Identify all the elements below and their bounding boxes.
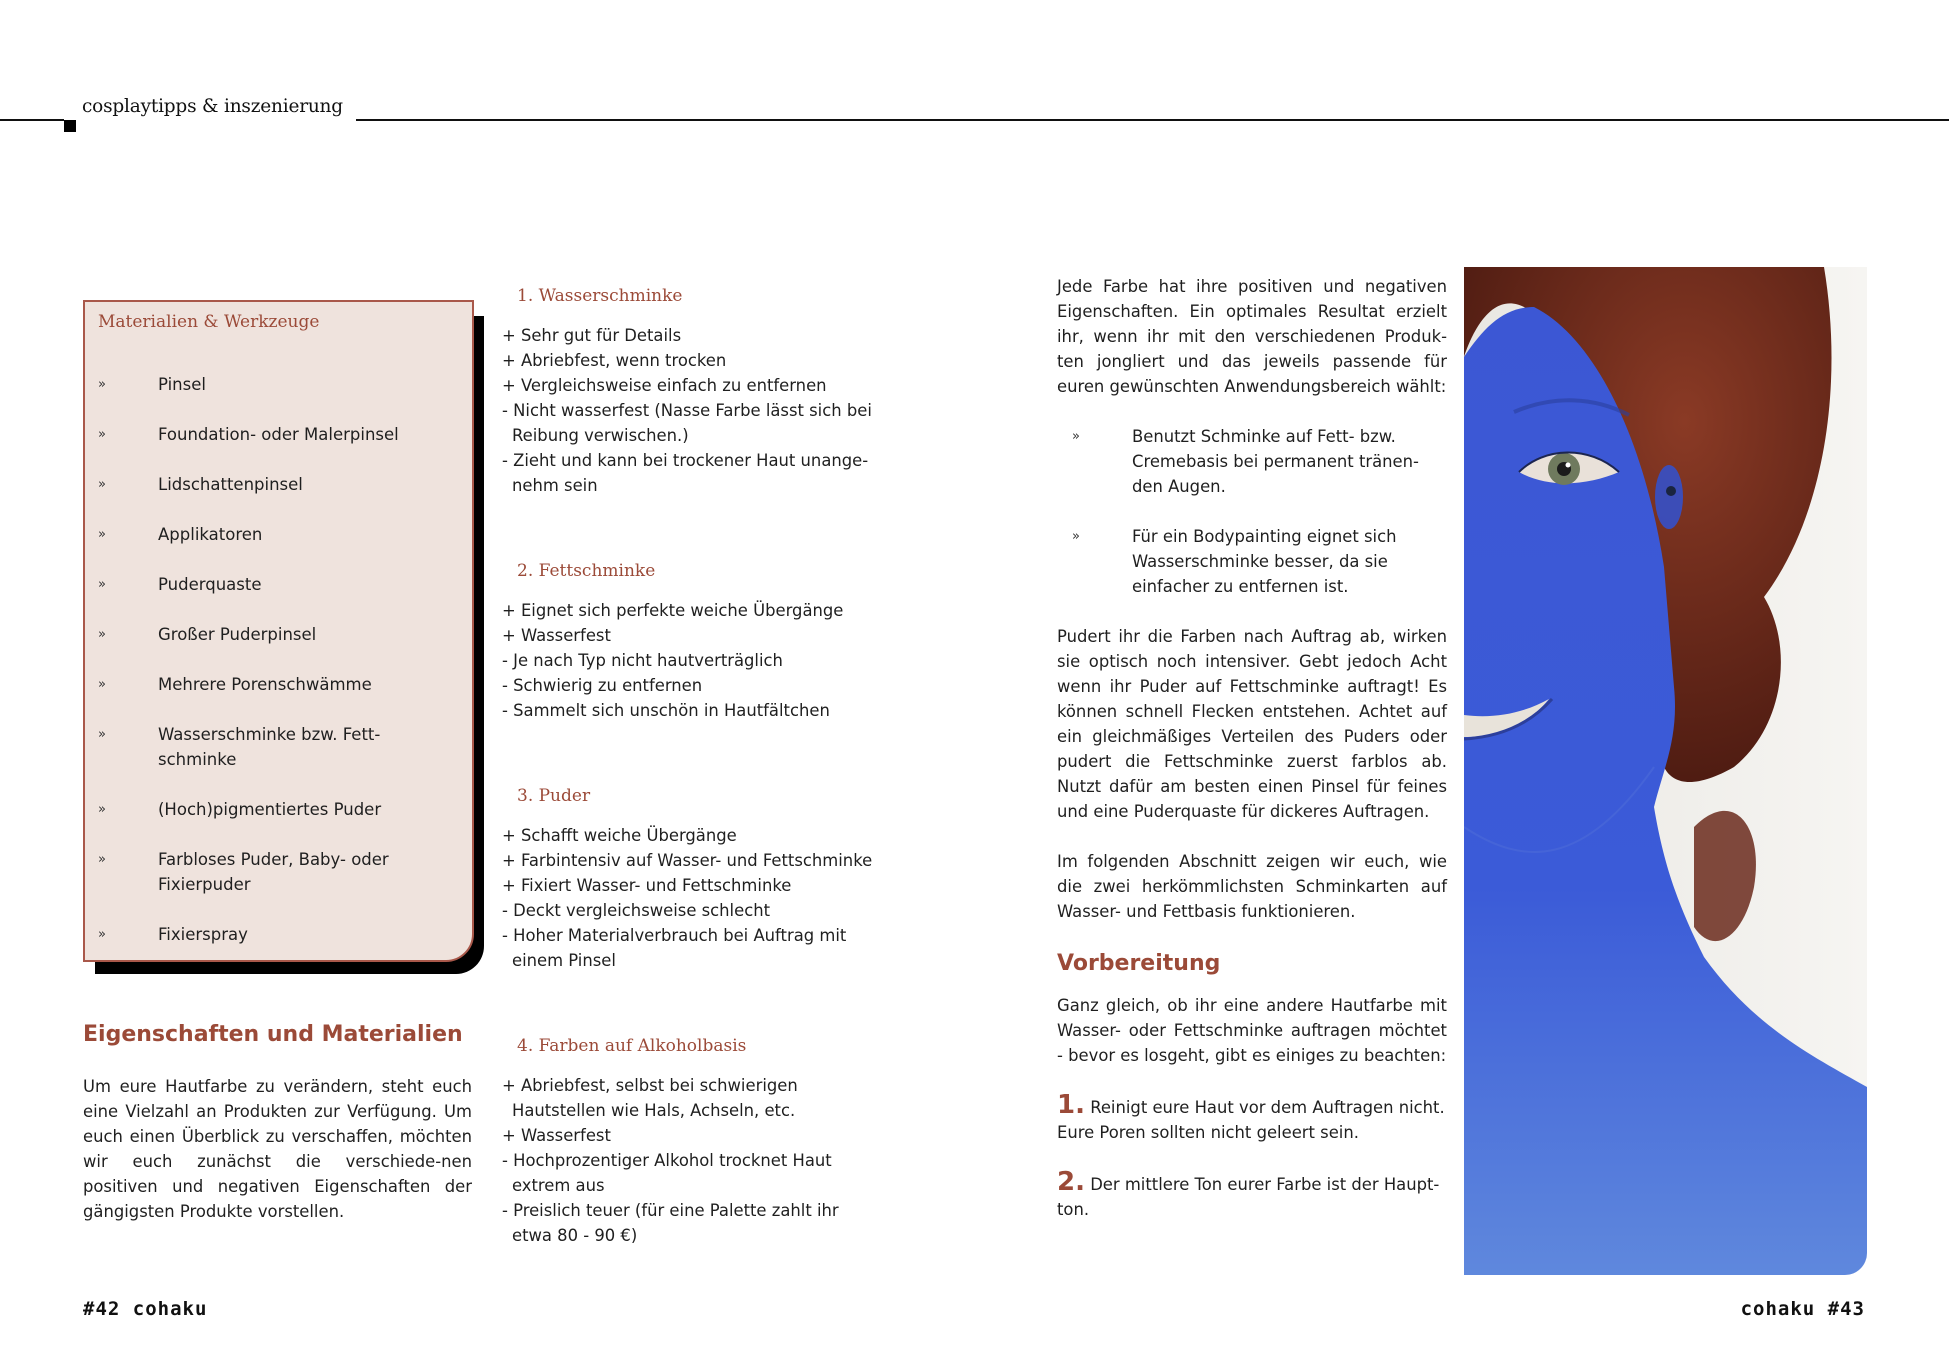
tips-list (1057, 424, 1447, 599)
step-text: Reinigt eure Haut vor dem Auftragen nicht. Eure Poren sollten nicht geleert sein. (1057, 1098, 1445, 1142)
materials-item: » Lidschattenpinsel (85, 472, 472, 497)
materials-item: » Foundation- oder Malerpinsel (85, 422, 472, 447)
portrait-illustration (1464, 267, 1867, 1275)
materials-item: » Applikatoren (85, 522, 472, 547)
tip-item: » Für ein Bodypainting eignet sich Wasserschminke besser, da sie einfacher zu entfernen ist. (1057, 524, 1447, 599)
step-text: Der mittlere Ton eurer Farbe ist der Haupt-ton. (1057, 1175, 1440, 1219)
materials-item: » Wasserschminke bzw. Fett-schminke (85, 722, 388, 772)
materials-item: » Pinsel (85, 372, 472, 397)
prep-heading: Vorbereitung (1057, 951, 1221, 976)
product-point: - Nicht wasserfest (Nasse Farbe lässt sich bei Reibung verwischen.) (502, 401, 872, 445)
page-number-right: cohaku #43 (1740, 1298, 1865, 1320)
materials-box-title: Materialien & Werkzeuge (98, 312, 320, 332)
materials-item: » Puderquaste (85, 572, 472, 597)
tip-item: » Benutzt Schminke auf Fett- bzw. Cremebasis bei permanent tränen-den Augen. (1057, 424, 1447, 499)
page-number-left: #42 cohaku (83, 1298, 208, 1320)
product-section-wasserschminke (502, 284, 902, 498)
materials-item: » Farbloses Puder, Baby- oder Fixierpuder (85, 847, 398, 897)
step-item (1057, 1167, 1447, 1222)
paragraph: Im folgenden Abschnitt zeigen wir euch, wie die zwei herkömmlichsten Schminkarten auf Wasser- und Fettbasis funktionieren. (1057, 852, 1447, 921)
bullet-icon: » (98, 627, 106, 642)
product-section-puder (502, 784, 902, 973)
product-heading: 2. Fettschminke (517, 561, 656, 581)
materials-list (85, 372, 472, 972)
materials-box (83, 300, 474, 962)
product-point: + Eignet sich perfekte weiche Übergänge (502, 601, 844, 620)
intro-heading: Eigenschaften und Materialien (83, 1022, 463, 1047)
product-point: - Hochprozentiger Alkohol trocknet Haut extrem aus (502, 1151, 832, 1195)
product-points (502, 1073, 902, 1248)
bullet-icon: » (98, 802, 106, 817)
product-point: + Fixiert Wasser- und Fettschminke (502, 876, 792, 895)
section-title: cosplaytipps & inszenierung (82, 96, 343, 117)
header-rule-left (0, 119, 64, 121)
product-points (502, 823, 902, 973)
bullet-icon: » (1072, 529, 1080, 544)
product-heading: 4. Farben auf Alkoholbasis (517, 1036, 747, 1056)
product-point: + Wasserfest (502, 626, 611, 645)
product-heading: 1. Wasserschminke (517, 286, 683, 306)
header-rule-right (356, 119, 1949, 121)
blue-body-paint-portrait-photo (1464, 267, 1867, 1275)
product-point: + Schafft weiche Übergänge (502, 826, 737, 845)
product-point: + Sehr gut für Details (502, 326, 682, 345)
bullet-icon: » (98, 377, 106, 392)
materials-item: » Fixierspray (85, 922, 472, 947)
right-text-column (1057, 274, 1447, 1222)
product-points (502, 598, 902, 723)
bullet-icon: » (1072, 429, 1080, 444)
product-point: - Je nach Typ nicht hautverträglich (502, 651, 783, 670)
step-item (1057, 1090, 1447, 1145)
bullet-icon: » (98, 927, 106, 942)
bullet-icon: » (98, 477, 106, 492)
header-square-marker (64, 120, 76, 132)
product-point: + Vergleichsweise einfach zu entfernen (502, 376, 827, 395)
bullet-icon: » (98, 427, 106, 442)
intro-paragraph: Um eure Hautfarbe zu verändern, steht euch eine Vielzahl an Produkten zur Verfügung. Um euch einen Überblick zu verschaffen, möchten wir euch zunächst die verschiede-nen positiven und negativen Eigenschaften der gängigsten Produkte vorstellen. (83, 1077, 472, 1221)
bullet-icon: » (98, 577, 106, 592)
paragraph: Jede Farbe hat ihre positiven und negativen Eigenschaften. Ein optimales Resultat erzielt ihr, wenn ihr mit den verschiedenen Produk-ten jongliert und das jeweils passende für euren gewünschten Anwendungsbereich wählt: (1057, 277, 1447, 396)
product-point: - Preislich teuer (für eine Palette zahlt ihr etwa 80 - 90 €) (502, 1201, 839, 1245)
product-point: + Abriebfest, selbst bei schwierigen Hautstellen wie Hals, Achseln, etc. (502, 1076, 798, 1120)
product-section-fettschminke (502, 559, 902, 723)
product-point: + Wasserfest (502, 1126, 611, 1145)
product-point: - Sammelt sich unschön in Hautfältchen (502, 701, 830, 720)
product-heading: 3. Puder (517, 786, 591, 806)
product-point: + Abriebfest, wenn trocken (502, 351, 727, 370)
bullet-icon: » (98, 677, 106, 692)
bullet-icon: » (98, 527, 106, 542)
product-point: - Schwierig zu entfernen (502, 676, 703, 695)
prep-paragraph: Ganz gleich, ob ihr eine andere Hautfarbe mit Wasser- oder Fettschminke auftragen möchtet - bevor es losgeht, gibt es einiges zu beachten: (1057, 996, 1447, 1065)
product-point: - Deckt vergleichsweise schlecht (502, 901, 771, 920)
materials-item: » Mehrere Porenschwämme (85, 672, 472, 697)
bullet-icon: » (98, 852, 106, 867)
step-number: 1. (1057, 1090, 1085, 1120)
product-section-alkoholbasis (502, 1034, 902, 1248)
product-point: - Zieht und kann bei trockener Haut unange-nehm sein (502, 451, 869, 495)
materials-item: » Großer Puderpinsel (85, 622, 472, 647)
step-number: 2. (1057, 1167, 1085, 1197)
bullet-icon: » (98, 727, 106, 742)
materials-item: » (Hoch)pigmentiertes Puder (85, 797, 472, 822)
product-point: - Hoher Materialverbrauch bei Auftrag mit einem Pinsel (502, 926, 847, 970)
product-point: + Farbintensiv auf Wasser- und Fettschminke (502, 851, 873, 870)
product-points (502, 323, 902, 498)
paragraph: Pudert ihr die Farben nach Auftrag ab, wirken sie optisch noch intensiver. Gebt jedoch Acht wenn ihr Puder auf Fettschminke auftragt! Es können schnell Flecken entstehen. Achtet auf ein gleichmäßiges Verteilen des Puders oder pudert die Fettschminke zuerst farblos ab. Nutzt dafür am besten einen Pinsel für feines und eine Puderquaste für dickeres Auftragen. (1057, 627, 1447, 821)
